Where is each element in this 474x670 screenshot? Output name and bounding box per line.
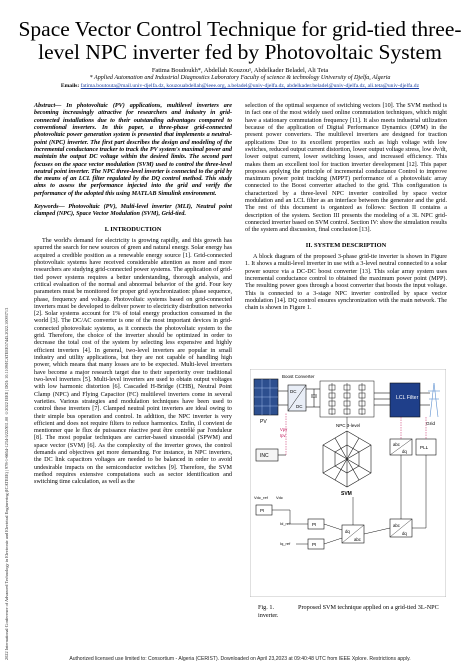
side-identifier: 2022 International Conference of Advanced Technology in Electronic and Electrical Engineering (ICATEEE) | 978-1-6654-1234-5/22/$31.00 ©2022 IEEE | DOI: 10.1109/ICATEEE57445.2022.10093713 <box>4 307 9 660</box>
abc-top-label: abc <box>393 442 400 447</box>
abc-bottom-label: abc <box>393 523 400 528</box>
lcl-filter-label-top: LCL Filter <box>396 395 419 401</box>
vpv-label: Vpv <box>280 427 288 432</box>
iq-ref-label: Iq_ref <box>280 541 291 546</box>
abc-mid-label: abc <box>354 537 361 542</box>
caption-text: Proposed SVM technique applied on a grid-tied 3L-NPC inverter. <box>258 604 439 619</box>
pi-d-label: PI <box>312 522 317 527</box>
introduction-paragraph: The world's demand for electricity is growing rapidly, and this growth has spurred the search for new sources of green and natural energy. Solar energy has acquired a credible position as a renewable energy source [1]. Grid-connected photovoltaic systems have received considerable attention as more and more researchers are studying grid-connected power systems. The application of grid-tied power systems requires a better understanding, thorough analysis, and critical evaluation of the normal and abnormal behavior of the grid. Four key parameters must be monitored for proper grid synchronization: phase sequence, phase, frequency and voltage. Photovoltaic systems based on grid-connected inverters must be developed to deliver power to electricity distribution networks [2]. Solar systems account for 1% of total energy production consumed in the world [3]. The DC/AC converter is one of the most important devices in grid-connected photovoltaic systems, as it connects the photovoltaic system to the grid. Therefore, the choice of the inverter should be optimized in order to decrease the total cost of the system by selecting less expensive and highly efficient inverters [4]. In general, two-level inverters are popular in small industry and utility applications, but they are not capable of handling high power, which means that many losses are to be expected. Multi-level inverters have become a major research target due to their superiority over traditional two-level inverters [5]. Multi-level inverters are used to obtain output voltages with low harmonic distortion [6]. Cascaded H-Bridge (CHB), Neutral Point Clamp (NPC) and Flying Capacitor (FC) multilevel inverters come in several varieties. Various strategies and modulation techniques have been used to control these inverters [7]. Clamped neutral point inverters are ideal owing to their simple bus operation and control. In addition, the NPC inverter is very efficient and does not require filters to reduce harmonics. Enfin, il convient de mentionner que le flux de puissance réactive peut être contrôlé par l'onduleur [8]. The most popular techniques are carrier-based sinusoidal (SPWM) and space vector (SVM) [6]. As the complexity of the inverter grows, the control demands and objectives get more demanding. For instance, in NPC inverters, the DC link capacitors voltages are needed to be balanced in order to avoid undesirable impacts on the semiconductor switches [9]. Therefore, the SVM method requires extensive computations such as sector identification and switching time calculation, as well as the <box>34 238 232 486</box>
npc-3level-label: NPC 3-level <box>336 423 361 428</box>
grid-label: Grid <box>426 422 436 427</box>
svm-label: SVM <box>341 491 352 497</box>
pi-vdc-label: PI <box>260 508 265 513</box>
license-footer: Authorized licensed use limited to: Consortium - Algeria (CERIST). Downloaded on April 23,2023 at 09:40:48 UTC from IEEE Xplore. Restrictions apply. <box>69 656 411 662</box>
pll-label: PLL <box>420 445 429 450</box>
id-ref-label: Id_ref <box>280 521 291 526</box>
boost-label: Boost Converter <box>282 374 315 379</box>
dq-top-label: dq <box>402 449 407 454</box>
system-description-paragraph: A block diagram of the proposed 3-phase grid-tie inverter is shown in Figure 1. It shows a multi-level inverter in use with a 3-level neutral connected to a solar power source via a DC-DC boost converter [13]. This solar array system uses incremental conductance control to obtained the maximum power point (MPP). The resulting power goes through a boost converter that boosts the input voltage. This is connected to a 3-stage NPC inverter controlled by space vector modulation [14]. DQ control ensures synchronization with the main network. The chain is shown in Figure 1. <box>245 253 447 312</box>
keywords: Keywords— Photovoltaic (PV), Multi-level inverter (MLI), Neutral point clamped (NPC), Space Vector Modulation (SVM), Grid-tied. <box>34 204 232 218</box>
paper-emails <box>14 83 466 89</box>
emails-label: Emails: <box>60 83 81 89</box>
right-column <box>245 103 447 312</box>
caption-label: Fig. 1. <box>258 604 274 611</box>
ipv-label: Ipv <box>280 433 286 438</box>
email-links[interactable]: fatima.boutouta@mail.univ-djelfa.dz, kouzouabdellah@ieee.org, a.beladel@univ-djelfa.dz, abdelkader.beladel@univ-djelfa.dz, ali.teta@univ-djelfa.dz <box>80 83 420 89</box>
figure-1-diagram <box>250 369 446 597</box>
paper-authors: Fatima Boudoukh*, Abdellah Kouzou¹, Abdelkader Beladel, Ali Teta <box>151 67 329 74</box>
abstract: Abstract— In photovoltaic (PV) applications, multilevel inverters are becoming increasingly attractive for researchers and industry in grid-connected installations due to their outstanding advantages compared to conventional inverters. In this paper, a three-phase grid-connected photovoltaic power generation system is presented that implements a neutral-point (NPC) inverter. The first part describes the design and modeling of the incremental conductance tracker to track the PV system's maximal power and maintain the output DC voltage within the desired limits. The second part focuses on the space vector modulation (SVM) used to control the three-level neutral point inverter. The NPC three-level inverter is connected to the grid by the means of an LCL filter regulated by the DQ control method. This study aims to assess the performance injected into the grid and verify the performance of the adopted this using MATLAB Simulink environment. <box>34 103 232 197</box>
pi-q-label: PI <box>312 542 317 547</box>
figure-1-caption <box>258 604 446 619</box>
inc-label: INC <box>260 453 269 459</box>
section-heading-system-description: II. SYSTEM DESCRIPTION <box>305 241 387 249</box>
pv-panel-icon <box>254 379 278 415</box>
introduction-continued-paragraph: selection of the optimal sequence of switching vectors [10]. The SVM method is in fact one of the most widely used online commutation techniques, which might have a stationary commutation frequency [11]. It also meets industrial utilization because of the application of Digital Performance Dynamics (DPM) in the present power converters. The multilevel inverters are designed for traction applications Due to its excellent properties such as high voltage with low switches, reduced output current distortion, lower output voltage stress, low dv/dt, lower output current, lower switching losses, and increased efficiency. This makes them an excellent tool for traction inverter development [12]. This paper proposes applying the principle of incremental conductance Control to improve maximum power point tracking (MPPT) performance of a photovoltaic array connected to the Boost converter attached to the grid. This configuration is characterized by a three-level NPC inverter controlled by space vector modulation and an LCL filter as an interface between the generator and the grid. The rest of this document is organized as follows: Section II contains a description of the system. Section III presents the modeling of a 3L NPC grid-connected inverter based on SVM control. Section IV: show the simulation results of the system and discussion, final conclusion [13]. <box>245 103 447 234</box>
pv-label: PV <box>260 419 267 425</box>
dq-bottom-label: dq <box>402 531 407 536</box>
boost-dc-top-label: DC <box>290 389 297 394</box>
left-column <box>34 103 232 487</box>
section-heading-introduction: I. INTRODUCTION <box>104 225 162 233</box>
dq-mid-label: dq <box>345 529 350 534</box>
vdc-label: Vdc <box>276 495 283 500</box>
paper-affiliation: * Applied Automation and Industrial Diagnostics Laboratory Faculty of science & technology University of Djelfa, Algeria <box>89 75 391 81</box>
paper-title: Space Vector Control Technique for grid-tied three-level NPC inverter fed by Photovoltaic System <box>18 17 462 64</box>
boost-dc-bottom-label: DC <box>296 404 303 409</box>
vdc-ref-label: Vdc_ref <box>254 495 268 500</box>
